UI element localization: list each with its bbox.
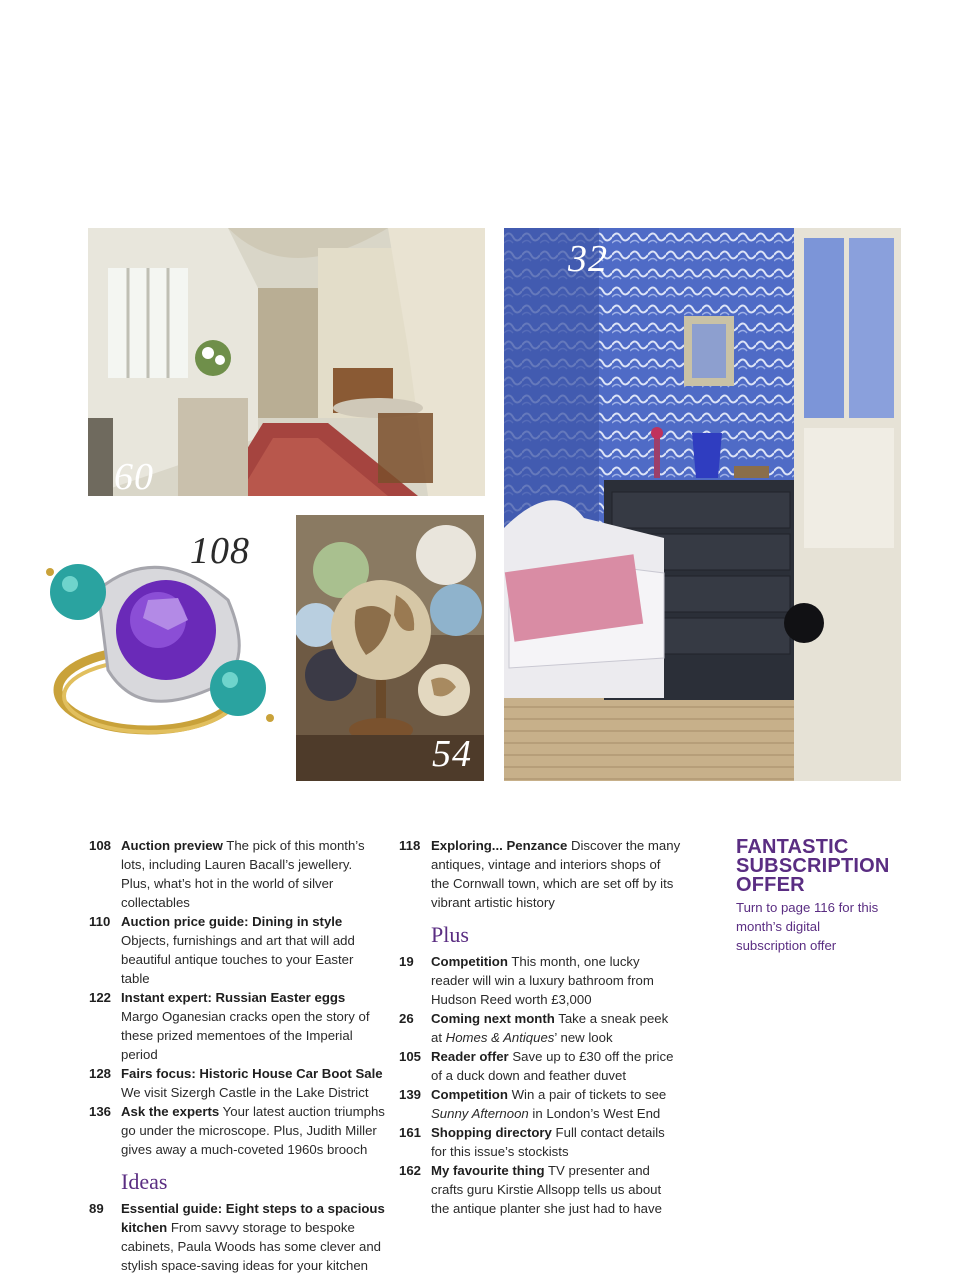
globes-photo[interactable] [296,515,484,781]
entry-description: TV presenter and crafts guru Kirstie Allsopp tells us about the antique planter she just had to have [431,1163,662,1216]
entry-italic-title: Sunny Afternoon [431,1106,529,1121]
entry-page-number: 108 [89,838,112,853]
entry-description-end: in London’s West End [528,1106,661,1121]
entry-page-number: 128 [89,1066,112,1081]
entry-page-number: 89 [89,1201,104,1216]
entry-page-number: 105 [399,1049,422,1064]
entry-page-number: 139 [399,1087,422,1102]
entry-title: Competition [431,1087,508,1102]
entry-title: Shopping directory [431,1125,552,1140]
section-heading-ideas: Ideas [121,1169,168,1194]
entry-title: Fairs focus: Historic House Car Boot Sale [121,1066,383,1081]
contents-entry[interactable] [399,1085,681,1123]
contents-column-2 [399,836,681,1218]
entry-page-number: 161 [399,1125,422,1140]
entry-title: Competition [431,954,508,969]
contents-entry[interactable] [399,1161,681,1218]
contents-entry[interactable] [399,1123,681,1161]
entry-description: Full contact details for this issue’s stockists [431,1125,665,1159]
entry-page-number: 118 [399,838,421,853]
page-number-108: 108 [190,530,250,572]
contents-entry[interactable] [89,988,385,1064]
contents-entry[interactable] [89,836,385,912]
subscription-offer-text[interactable]: Turn to page 116 for this month’s digital subscription offer [736,900,879,953]
entry-description: Win a pair of tickets to see [507,1087,667,1102]
entry-title: Coming next month [431,1011,555,1026]
offer-title-line: OFFER [736,874,805,896]
contents-column-1 [89,836,385,1275]
entry-title: Ask the experts [121,1104,220,1119]
entry-description: Margo Oganesian cracks open the story of these prized mementoes of the Imperial period [121,1009,370,1062]
page-number-54: 54 [432,733,472,775]
entry-description: Save up to £30 off the price of a duck down and feather duvet [431,1049,674,1083]
page-number-60: 60 [114,456,154,496]
entry-italic-title: Homes & Antiques [445,1030,555,1045]
entry-page-number: 19 [399,954,414,969]
entry-title: Instant expert: Russian Easter eggs [121,990,346,1005]
entry-title: Auction preview [121,838,223,853]
entry-description: From savvy storage to bespoke cabinets, Paula Woods has some clever and stylish space-saving ideas for your kitchen [121,1220,381,1273]
entry-description: Your latest auction triumphs go under the microscope. Plus, Judith Miller gives away a much-coveted 1960s brooch [121,1104,385,1157]
entry-page-number: 26 [399,1011,414,1026]
ring-photo[interactable] [38,520,288,775]
offer-title-line: FANTASTIC [736,836,849,858]
entry-description-end: ’ new look [554,1030,613,1045]
entry-description: The pick of this month’s lots, including Lauren Bacall’s jewellery. Plus, what’s hot in the world of silver collectables [121,838,365,910]
entry-page-number: 136 [89,1104,112,1119]
page-number-32: 32 [568,238,608,280]
entry-page-number: 122 [89,990,112,1005]
contents-entry[interactable] [399,1009,681,1047]
entry-title: Auction price guide: Dining in style [121,914,343,929]
contents-entry[interactable] [89,1064,385,1102]
entry-description: This month, one lucky reader will win a luxury bathroom from Hudson Reed worth £3,000 [431,954,654,1007]
entry-title: Essential guide: Eight steps to a spacious kitchen [121,1201,385,1235]
contents-entry[interactable] [89,1102,385,1159]
entry-description: Take a sneak peek at [431,1011,669,1045]
subscription-offer-heading[interactable] [736,838,906,895]
entry-title: Exploring... Penzance [431,838,568,853]
entry-page-number: 162 [399,1163,422,1178]
ring-photo-art [38,520,288,775]
offer-title-line: SUBSCRIPTION [736,855,890,877]
section-heading-plus: Plus [431,922,469,947]
entry-description: Objects, furnishings and art that will add beautiful antique touches to your Easter table [121,933,355,986]
entry-title: My favourite thing [431,1163,545,1178]
entry-description: Discover the many antiques, vintage and interiors shops of the Cornwall town, which are set off by its vibrant artistic history [431,838,681,910]
hallway-photo[interactable] [88,228,485,496]
entry-page-number: 110 [89,914,111,929]
contents-entry[interactable] [399,1047,681,1085]
bedroom-photo-art [504,228,901,781]
contents-entry[interactable] [89,912,385,988]
entry-title: Reader offer [431,1049,509,1064]
contents-entry[interactable] [399,952,681,1009]
contents-entry[interactable] [399,836,681,912]
contents-entry[interactable] [89,1199,385,1275]
bedroom-photo[interactable] [504,228,901,781]
entry-description: We visit Sizergh Castle in the Lake District [121,1085,369,1100]
